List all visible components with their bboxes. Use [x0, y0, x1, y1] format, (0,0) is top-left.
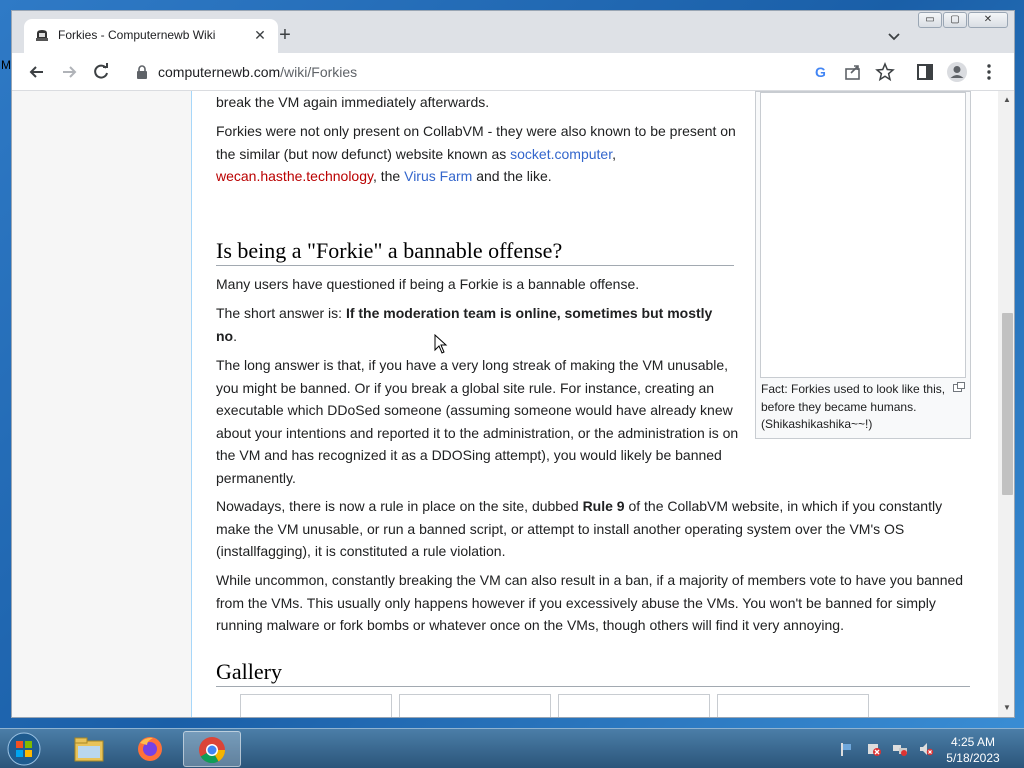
url-path: /wiki/Forkies [280, 64, 358, 80]
taskbar-firefox[interactable] [121, 731, 179, 767]
chrome-icon [197, 735, 227, 765]
folder-icon [74, 736, 104, 762]
svg-text:G: G [815, 64, 826, 80]
link-socket-computer[interactable]: socket.computer [510, 145, 613, 162]
share-icon[interactable] [842, 61, 864, 83]
forward-arrow-icon[interactable] [58, 61, 80, 83]
back-arrow-icon[interactable] [26, 61, 48, 83]
scrollbar-thumb[interactable] [1002, 313, 1013, 495]
heading-bannable: Is being a "Forkie" a bannable offense? [216, 238, 563, 263]
paragraph-tail: break the VM again immediately afterwards. [216, 94, 490, 110]
new-tab-button[interactable]: + [279, 24, 291, 46]
paragraph-rule-9 [216, 495, 972, 563]
scroll-up-arrow-icon[interactable]: ▲ [1003, 95, 1011, 104]
google-lens-icon[interactable] [810, 61, 832, 83]
gallery-item[interactable] [717, 694, 869, 718]
page-viewport [12, 91, 998, 718]
action-center-flag-icon[interactable] [838, 741, 854, 757]
gallery-item[interactable] [558, 694, 710, 718]
menu-kebab-icon[interactable] [978, 61, 1000, 83]
system-clock[interactable] [938, 734, 1008, 766]
bold-text: If the moderation team is online, sometimes but mostly no [216, 305, 713, 344]
wiki-favicon-icon [34, 28, 50, 44]
text: Nowadays, there is now a rule in place on the site, dubbed [216, 498, 583, 514]
tab-close-icon[interactable]: ✕ [254, 27, 266, 43]
text: Forkies were not only present on CollabVM - they were also known to be present on the similar (but now defunct) website known as [216, 123, 736, 162]
heading-gallery: Gallery [216, 659, 282, 684]
minimize-button[interactable]: ▭ [918, 12, 942, 28]
bold-text: Rule 9 [582, 498, 625, 514]
gallery-item[interactable] [240, 694, 392, 718]
scroll-down-arrow-icon[interactable]: ▼ [1003, 703, 1011, 712]
article-body [191, 91, 998, 718]
tab-strip [12, 11, 1014, 53]
address-bar[interactable] [126, 57, 886, 87]
lock-icon[interactable] [136, 65, 148, 79]
thumbnail-caption: Fact: Forkies used to look like this, before they became humans. (Shikashikashika~~!) [761, 382, 946, 431]
taskbar [0, 728, 1024, 768]
paragraph-short-answer [216, 302, 736, 347]
paragraph-other-sites [216, 120, 736, 188]
browser-window [11, 10, 1015, 718]
gallery-divider [216, 686, 970, 687]
volume-muted-icon[interactable] [918, 741, 934, 757]
tab-forkies[interactable] [24, 19, 278, 53]
infobox-thumbnail [755, 91, 971, 439]
heading-divider [216, 265, 734, 266]
tab-search-chevron-icon[interactable] [884, 27, 904, 47]
tab-title: Forkies - Computernewb Wiki [58, 28, 216, 42]
link-virus-farm[interactable]: Virus Farm [404, 168, 473, 184]
taskbar-chrome[interactable] [183, 731, 241, 767]
taskbar-explorer[interactable] [60, 731, 118, 767]
network-icon[interactable] [892, 741, 908, 757]
close-window-button[interactable]: ✕ [968, 12, 1008, 28]
start-orb-icon[interactable] [5, 731, 43, 767]
mouse-cursor-icon [434, 334, 448, 354]
text: and the like. [472, 168, 552, 184]
desktop-edge-text: M [1, 58, 11, 72]
paragraph-long-answer: The long answer is that, if you have a very long streak of making the VM unusable, you might be banned. Or if you break a global site rule. For instance, creating an executable which DDoSed someone (assuming someone would have already knew about your intentions and reported it to the administration, or the administration is on the VM and has recognized it as a DDOSing attempt), you would likely be banned permanently. [216, 357, 739, 486]
clock-date: 5/18/2023 [946, 751, 1000, 765]
text: The short answer is: [216, 305, 346, 321]
profile-avatar-icon[interactable] [946, 61, 968, 83]
side-panel-icon[interactable] [914, 61, 936, 83]
url-text[interactable] [158, 64, 357, 80]
text: , [612, 145, 616, 162]
link-wecan-hasthe-technology[interactable]: wecan.hasthe.technology [216, 168, 373, 184]
browser-toolbar [12, 53, 1014, 91]
firefox-icon [135, 735, 165, 763]
bookmark-star-icon[interactable] [874, 61, 896, 83]
reload-icon[interactable] [90, 61, 112, 83]
thumbnail-image[interactable] [760, 92, 966, 378]
paragraph-question: Many users have questioned if being a Forkie is a bannable offense. [216, 276, 640, 292]
url-host: computernewb.com [158, 64, 281, 80]
maximize-button[interactable]: ▢ [943, 12, 967, 28]
text: of the CollabVM website, in which if you constantly make the VM unusable, or run a banned script, or attempt to install another operating system over the VM's OS (installfagging), it is constituted a rule violation. [216, 498, 943, 559]
page-scrollbar[interactable] [998, 91, 1015, 718]
gallery-item[interactable] [399, 694, 551, 718]
tray-error-icon[interactable] [866, 741, 882, 757]
paragraph-vote-ban: While uncommon, constantly breaking the VM can also result in a ban, if a majority of members vote to have you banned from the VMs. This usually only happens however if you excessively abuse the VMs. You won't be banned for simply running malware or fork bombs or whatever once on the VMs, though others will find it very annoying. [216, 572, 964, 633]
text: , the [372, 168, 405, 184]
text: . [233, 327, 237, 344]
clock-time: 4:25 AM [950, 735, 996, 749]
